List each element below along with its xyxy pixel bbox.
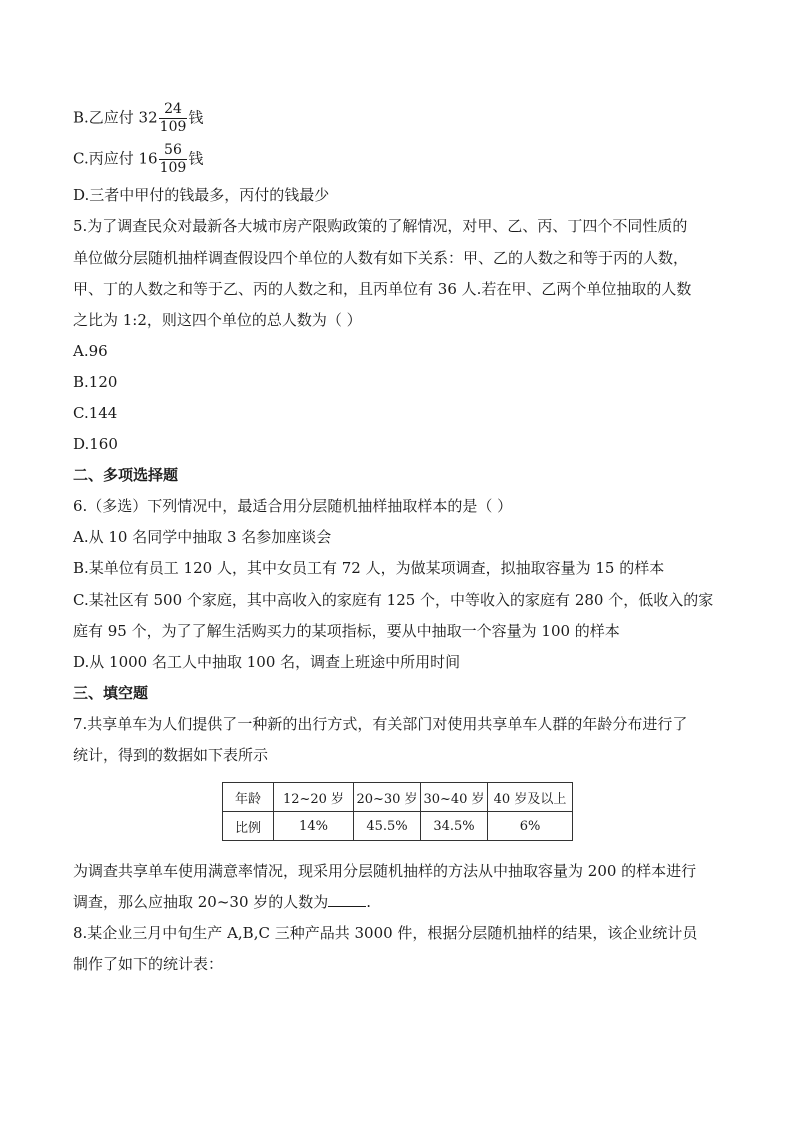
q6-option-a: A.从 10 名同学中抽取 3 名参加座谈会 bbox=[73, 528, 332, 546]
q5-stem-line3: 甲、丁的人数之和等于乙、丙的人数之和，且丙单位有 36 人.若在甲、乙两个单位抽取的人数 bbox=[73, 280, 692, 298]
table-cell: 34.5% bbox=[421, 812, 488, 841]
table-cell: 比例 bbox=[223, 812, 274, 841]
table-cell: 6% bbox=[488, 812, 573, 841]
q5-stem-line2: 单位做分层随机抽样调查假设四个单位的人数有如下关系：甲、乙的人数之和等于丙的人数， bbox=[73, 249, 689, 267]
fraction: $\frac{56}{109}$ bbox=[159, 142, 187, 176]
q4-option-c: C.丙应付 16 $\frac{56}{109}$ 钱 bbox=[73, 142, 204, 176]
q4-option-b: B.乙应付 32 $\frac{24}{109}$ 钱 bbox=[73, 101, 204, 135]
q5-option-c: C.144 bbox=[73, 404, 118, 422]
q6-option-c-line1: C.某社区有 500 个家庭，其中高收入的家庭有 125 个，中等收入的家庭有 280 个，低收入的家 bbox=[73, 591, 714, 609]
q6-option-b: B.某单位有员工 120 人，其中女员工有 72 人，为做某项调查，拟抽取容量为 15 的样本 bbox=[73, 559, 665, 577]
q5-option-a: A.96 bbox=[73, 342, 108, 360]
q7-stem-line1: 7.共享单车为人们提供了一种新的出行方式，有关部门对使用共享单车人群的年龄分布进行了 bbox=[73, 715, 688, 733]
answer-blank bbox=[328, 892, 366, 907]
q6-stem: 6.（多选）下列情况中，最适合用分层随机抽样抽取样本的是（ ） bbox=[73, 497, 513, 515]
table-row bbox=[223, 783, 573, 812]
q7-stem-line4: 调查，那么应抽取 20~30 岁的人数为 . bbox=[73, 893, 372, 911]
table-header-cell: 年龄 bbox=[223, 783, 274, 812]
section-heading-multiple-choice: 二、多项选择题 bbox=[73, 466, 179, 484]
table-header-cell: 20~30 岁 bbox=[354, 783, 421, 812]
q5-option-d: D.160 bbox=[73, 435, 118, 453]
table-cell: 14% bbox=[274, 812, 354, 841]
age-distribution-table bbox=[222, 782, 573, 841]
q5-stem-line1: 5.为了调查民众对最新各大城市房产限购政策的了解情况，对甲、乙、丙、丁四个不同性质的 bbox=[73, 217, 688, 235]
table-header-cell: 30~40 岁 bbox=[421, 783, 488, 812]
q8-stem-line2: 制作了如下的统计表： bbox=[73, 955, 224, 973]
fraction: $\frac{24}{109}$ bbox=[159, 101, 187, 135]
q7-stem-line3: 为调查共享单车使用满意率情况，现采用分层随机抽样的方法从中抽取容量为 200 的样本进行 bbox=[73, 862, 697, 880]
table-header-cell: 12~20 岁 bbox=[274, 783, 354, 812]
q5-option-b: B.120 bbox=[73, 373, 118, 391]
table-row bbox=[223, 812, 573, 841]
q6-option-d: D.从 1000 名工人中抽取 100 名，调查上班途中所用时间 bbox=[73, 653, 461, 671]
table-cell: 45.5% bbox=[354, 812, 421, 841]
table-header-cell: 40 岁及以上 bbox=[488, 783, 573, 812]
q8-stem-line1: 8.某企业三月中旬生产 A,B,C 三种产品共 3000 件，根据分层随机抽样的结果，该企业统计员 bbox=[73, 924, 698, 942]
q7-stem-line2: 统计，得到的数据如下表所示 bbox=[73, 746, 269, 764]
q6-option-c-line2: 庭有 95 个，为了了解生活购买力的某项指标，要从中抽取一个容量为 100 的样本 bbox=[73, 622, 620, 640]
q4-option-d: D.三者中甲付的钱最多，丙付的钱最少 bbox=[73, 186, 330, 204]
q5-stem-line4: 之比为 1:2，则这四个单位的总人数为（ ） bbox=[73, 311, 362, 329]
section-heading-fill-in: 三、填空题 bbox=[73, 684, 149, 702]
